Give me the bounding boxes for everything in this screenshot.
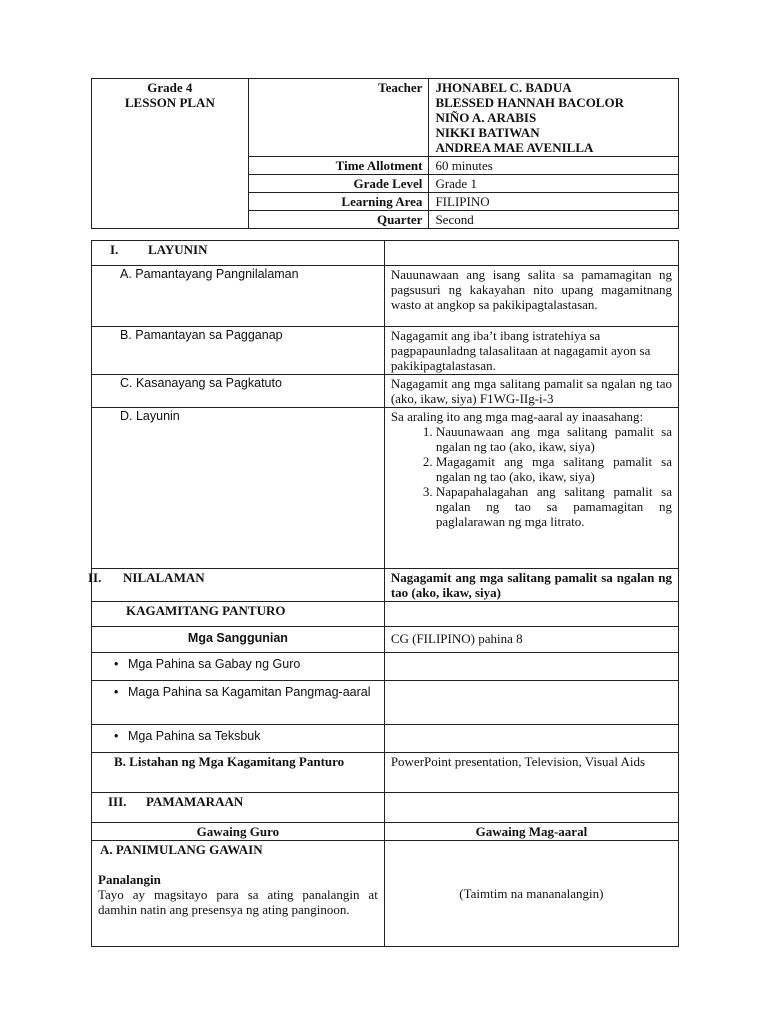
- grade-level-value: Grade 1: [429, 175, 679, 193]
- nilalaman-value: Nagagamit ang mga salitang pamalit sa ngalan ng tao (ako, ikaw, siya): [384, 569, 678, 602]
- listahan-kagamitang-value: PowerPoint presentation, Television, Visual Aids: [384, 753, 678, 793]
- teacher-label: Teacher: [248, 79, 429, 157]
- panimulang-gawain-cell: [92, 841, 385, 947]
- section-number: III.: [108, 794, 127, 809]
- teacher-name: NIÑO A. ARABIS: [435, 110, 537, 125]
- kagamitan-pangmag-aaral-item: [92, 681, 385, 725]
- section-number: I.: [110, 242, 119, 257]
- lesson-plan-label: LESSON PLAN: [124, 95, 215, 110]
- bullet-text: • Mga Pahina sa Teksbuk: [98, 729, 378, 744]
- time-allotment-value: 60 minutes: [429, 157, 679, 175]
- gabay-ng-guro-item: [92, 653, 385, 681]
- lesson-table: [88, 240, 679, 947]
- section-title: PAMAMARAAN: [146, 794, 244, 809]
- mga-sanggunian-label: Mga Sanggunian: [92, 627, 385, 653]
- layunin-value: [384, 408, 678, 569]
- section-pamamaraan-heading: [92, 793, 385, 823]
- section-layunin-heading: [92, 241, 385, 266]
- list-item: 1. Nauunawaan ang mga salitang pamalit sa ngalan ng tao (ako, ikaw, siya): [436, 424, 672, 454]
- grade-level-label: Grade Level: [248, 175, 429, 193]
- panalangin-text: Tayo ay magsitayo para sa ating panalangin at damhin natin ang presensya ng ating panginoon.: [98, 887, 378, 917]
- layunin-intro: Sa araling ito ang mga mag-aaral ay inaasahang:: [390, 409, 644, 424]
- kasanayang-sa-pagkatuto-label: C. Kasanayang sa Pagkatuto: [92, 375, 385, 408]
- pamantayang-pangnilalaman-value: Nauunawaan ang isang salita sa pamamagitan ng pagsusuri ng kakayahan nito upang magamitnang wasto at angkop sa pakikipagtalastasan.: [384, 266, 678, 327]
- pamantayan-sa-pagganap-value: Nagagamit ang iba’t ibang istratehiya sa pagpapaunladng talasalitaan at nagagamit ayon sa pakikipagtalastasan.: [384, 327, 678, 375]
- quarter-value: Second: [429, 211, 679, 229]
- teacher-name: BLESSED HANNAH BACOLOR: [435, 95, 624, 110]
- lesson-plan-title: [92, 79, 249, 229]
- gawaing-guro-header: Gawaing Guro: [92, 823, 385, 841]
- learning-area-value: FILIPINO: [429, 193, 679, 211]
- pamantayang-pangnilalaman-label: A. Pamantayang Pangnilalaman: [92, 266, 385, 327]
- section-nilalaman-heading: [88, 569, 385, 602]
- gawaing-mag-aaral-header: Gawaing Mag-aaral: [384, 823, 678, 841]
- pamantayan-sa-pagganap-label: B. Pamantayan sa Pagganap: [92, 327, 385, 375]
- mga-sanggunian-value: CG (FILIPINO) pahina 8: [384, 627, 678, 653]
- teacher-names: [429, 79, 679, 157]
- panalangin-heading: Panalangin: [98, 872, 161, 887]
- bullet-text: • Mga Pahina sa Gabay ng Guro: [98, 657, 378, 672]
- quarter-label: Quarter: [248, 211, 429, 229]
- panalangin-response: (Taimtim na mananalangin): [384, 841, 678, 947]
- listahan-kagamitang-label: [92, 753, 385, 793]
- bullet-text: • Maga Pahina sa Kagamitan Pangmag-aaral: [98, 685, 378, 700]
- list-item: 2. Magagamit ang mga salitang pamalit sa ngalan ng tao (ako, ikaw, siya): [436, 454, 672, 484]
- learning-area-label: Learning Area: [248, 193, 429, 211]
- section-title: NILALAMAN: [123, 570, 205, 585]
- teacher-name: JHONABEL C. BADUA: [435, 80, 572, 95]
- kagamitang-panturo-heading: KAGAMITANG PANTURO: [92, 602, 385, 627]
- kasanayang-sa-pagkatuto-value: Nagagamit ang mga salitang pamalit sa ngalan ng tao (ako, ikaw, siya) F1WG-IIg-i-3: [384, 375, 678, 408]
- layunin-list: [391, 424, 672, 529]
- listahan-label-text: B. Listahan ng Mga Kagamitang Panturo: [114, 754, 345, 769]
- header-table: [91, 78, 679, 229]
- teksbuk-item: [92, 725, 385, 753]
- list-item: 3. Napapahalagahan ang salitang pamalit sa ngalan ng tao sa pamamagitan ng paglalarawan ng mga litrato.: [436, 484, 672, 529]
- grade-title: Grade 4: [147, 80, 193, 95]
- teacher-name: ANDREA MAE AVENILLA: [435, 140, 594, 155]
- layunin-label: D. Layunin: [92, 408, 385, 569]
- teacher-name: NIKKI BATIWAN: [435, 125, 540, 140]
- time-allotment-label: Time Allotment: [248, 157, 429, 175]
- panimulang-gawain-title: A. PANIMULANG GAWAIN: [100, 842, 263, 857]
- section-title: LAYUNIN: [148, 242, 208, 257]
- section-number: II.: [88, 570, 102, 585]
